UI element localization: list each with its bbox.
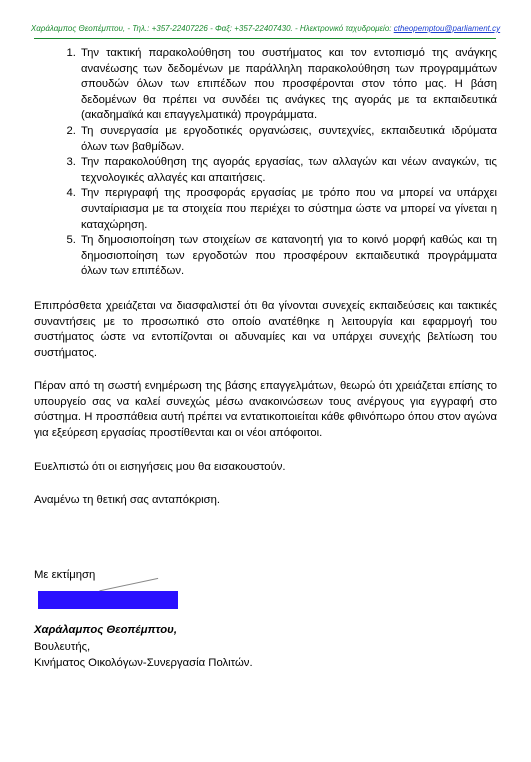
email-link[interactable]: ctheopemptou@parliament.cy	[393, 24, 501, 33]
letterhead-contact	[0, 24, 531, 33]
letter-body	[34, 46, 497, 509]
closing-salutation: Με εκτίμηση	[34, 569, 96, 581]
list-item: 3. Την παρακολούθηση της αγοράς εργασίας, των αλλαγών και νέων αναγκών, τις τεχνολογικές αλλαγές και απαιτήσεις.	[79, 155, 497, 186]
requirements-list	[34, 46, 497, 280]
paragraph-training: Επιπρόσθετα χρειάζεται να διασφαλιστεί ότι θα γίνονται συνεχείς εκπαιδεύσεις και τακτικές συναντήσεις με το προσωπικό στο οποίο ανατέθηκε η λειτουργία και εφαρμογή του συστήματος ώστε να εντοπίζονται οι αδυναμίες και να υπάρχει συνεχής βελτίωση του συστήματος.	[34, 299, 497, 359]
contact-details: Χαράλαμπος Θεοπέμπτου, - Τηλ.: +357-22407226 - Φαξ: +357-22407430. - Ηλεκτρονικό ταχυδρομείο:	[30, 24, 394, 33]
list-item: 5. Τη δημοσιοποίηση των στοιχείων σε κατανοητή για το κοινό μορφή καθώς και τη δημοσιοποίηση των εργοδοτών που προσφέρουν εκπαιδευτικά προγράμματα όλων των επιπέδων.	[79, 233, 497, 280]
paragraph-hope: Ευελπιστώ ότι οι εισηγήσεις μου θα εισακουστούν.	[34, 460, 286, 473]
signatory-organization: Κινήματος Οικολόγων-Συνεργασία Πολιτών.	[34, 657, 253, 669]
list-item: 1. Την τακτική παρακολούθηση του συστήματος και τον εντοπισμό της ανάγκης ανανέωσης των δεδομένων με παράλληλη παρακολούθηση των προγραμμάτων σπουδών όλων των επιπέδων που προσφέρονται στον τόπο μας. Η βάση δεδομένων θα πρέπει να συνδέει τις ανάγκες της αγοράς με τα εκπαιδευτικά (ακαδημαϊκά και επαγγελματικά) προγράμματα.	[79, 46, 497, 124]
redacted-signature	[38, 591, 178, 609]
paragraph-announcements: Πέραν από τη σωστή ενημέρωση της βάσης επαγγελμάτων, θεωρώ ότι χρειάζεται επίσης το υπουργείο σας να καλεί συνεχώς μέσω ανακοινώσεων τους ανέργους για εγγραφή στο σύστημα. Η προσπάθεια αυτή πρέπει να εντατικοποιείται κάθε φθινόπωρο όπου στον αγώνα για εξεύρεση εργασίας προστίθενται και οι νέοι απόφοιτοι.	[34, 380, 497, 440]
signatory-role: Βουλευτής,	[34, 641, 91, 653]
signatory-name: Χαράλαμπος Θεοπέμπτου,	[34, 624, 177, 636]
header-divider	[34, 38, 496, 39]
paragraph-response: Αναμένω τη θετική σας ανταπόκριση.	[34, 494, 221, 507]
list-item: 2. Τη συνεργασία με εργοδοτικές οργανώσεις, συντεχνίες, εκπαιδευτικά ιδρύματα όλων των βαθμίδων.	[79, 124, 497, 155]
list-item: 4. Την περιγραφή της προσφοράς εργασίας με τρόπο που να μπορεί να υπάρχει συνταίριασμα με τα στοιχεία που περιέχει το σύστημα ώστε να μπορεί να γίνεται η καταχώρηση.	[79, 186, 497, 233]
